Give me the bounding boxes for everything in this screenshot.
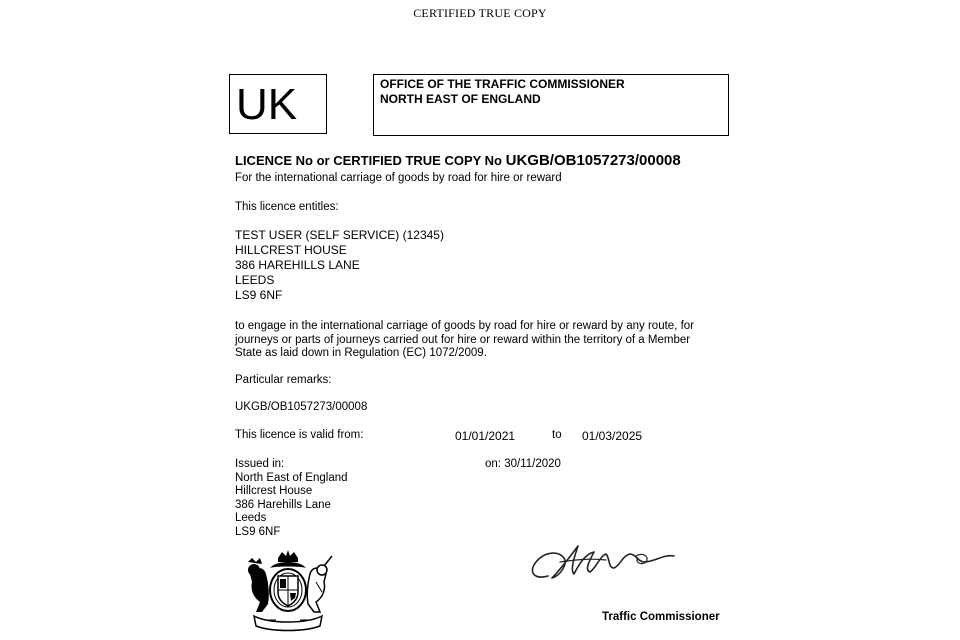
holder-name: TEST USER (SELF SERVICE) (12345) [235,228,444,242]
terms-line: to engage in the international carriage of goods by road for hire or reward by any route, for [235,320,694,332]
signature-icon [524,532,724,592]
issued-line: LS9 6NF [235,525,281,538]
issued-date: 30/11/2020 [504,458,561,470]
valid-to-date: 01/03/2025 [582,429,643,443]
issued-line: 386 Harehills Lane [235,498,331,511]
licence-number-label: LICENCE No or CERTIFIED TRUE COPY No [235,153,502,168]
office-line-2: NORTH EAST OF ENGLAND [380,92,541,106]
signatory-title: Traffic Commissioner [602,611,720,623]
terms-paragraph [235,320,755,361]
licence-number-line [235,152,681,169]
country-code: UK [236,80,298,129]
office-line-1: OFFICE OF THE TRAFFIC COMMISSIONER [380,77,625,91]
terms-line: journeys or parts of journeys carried out for hire or reward within the territory of a Member [235,333,691,346]
holder-address-line: HILLCREST HOUSE [235,243,347,257]
document-title: CERTIFIED TRUE COPY [413,6,547,20]
issued-line: Leeds [235,512,267,524]
issued-line: Hillcrest House [235,485,313,497]
issued-block [235,458,348,539]
valid-from-date: 01/01/2021 [455,429,516,443]
holder-address-line: LS9 6NF [235,288,283,302]
terms-line: State as laid down in Regulation (EC) 1072/2009. [235,347,487,359]
issued-label: Issued in: [235,458,285,470]
validity-label: This licence is valid from: [235,429,364,441]
licence-entitles-label: This licence entitles: [235,201,339,213]
licence-number: UKGB/OB1057273/00008 [505,152,681,169]
remarks-value: UKGB/OB1057273/00008 [235,401,368,413]
issued-on [485,458,561,470]
issuing-office-box [373,74,729,136]
licence-purpose: For the international carriage of goods by road for hire or reward [235,172,562,184]
royal-coat-of-arms-icon [240,546,336,632]
valid-to-label: to [552,429,562,441]
holder-address-line: 386 HAREHILLS LANE [235,258,360,272]
issued-on-label: on: [485,458,501,470]
issued-line: North East of England [235,471,348,484]
remarks-label: Particular remarks: [235,374,332,386]
holder-address-line: LEEDS [235,273,275,287]
holder-block [235,228,444,303]
country-code-box [229,74,327,134]
